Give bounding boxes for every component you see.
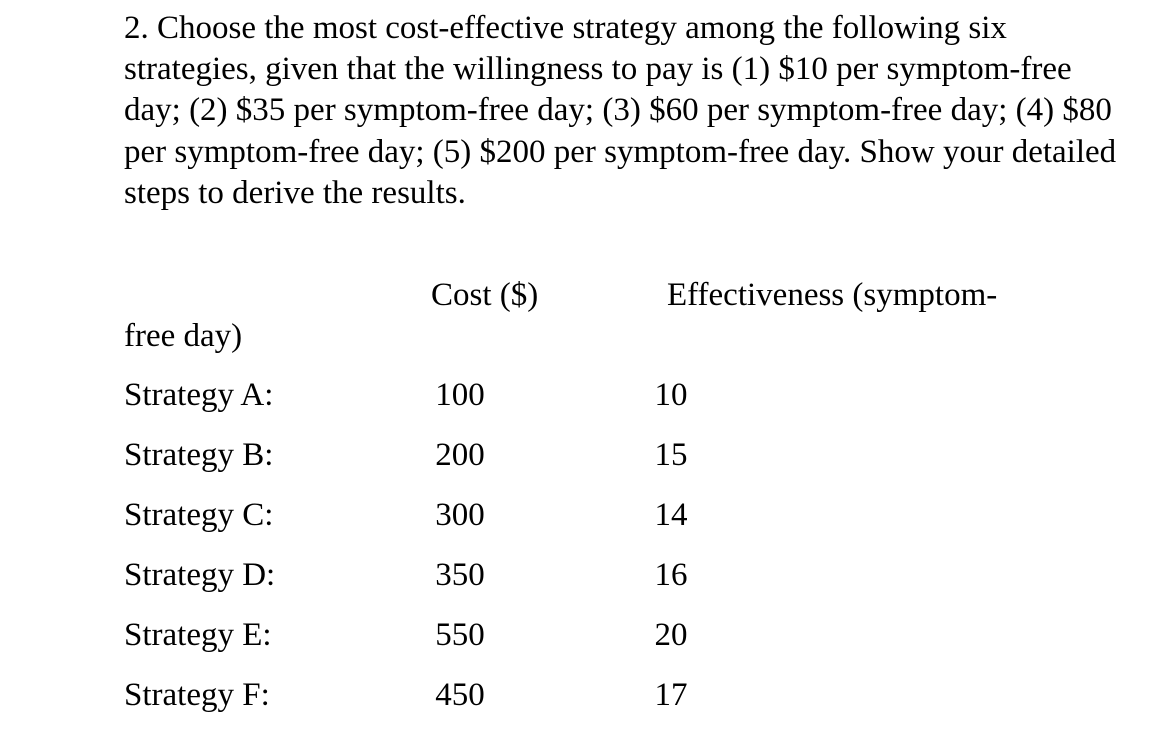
strategy-label: Strategy D: [124,557,276,593]
strategy-cost: 550 [435,617,485,653]
strategy-cost: 100 [435,377,485,413]
strategy-effectiveness: 20 [654,617,688,653]
strategy-cost: 350 [435,557,485,593]
strategy-effectiveness: 10 [654,377,688,413]
strategy-label: Strategy C: [124,497,274,533]
strategy-label: Strategy A: [124,377,274,413]
table-row [0,555,1170,595]
table-row [0,375,1170,415]
table-row [0,435,1170,475]
strategy-effectiveness: 15 [654,437,688,473]
strategy-effectiveness: 17 [654,677,688,713]
strategy-label: Strategy E: [124,617,272,653]
strategy-effectiveness: 14 [654,497,688,533]
strategy-cost: 300 [435,497,485,533]
table-row [0,495,1170,535]
strategy-label: Strategy F: [124,677,270,713]
table-row [0,675,1170,715]
strategy-cost: 200 [435,437,485,473]
effectiveness-header-continuation: free day) [124,318,243,354]
strategy-cost: 450 [435,677,485,713]
effectiveness-column-header: Effectiveness (symptom- [667,277,998,313]
question-text: 2. Choose the most cost-effective strategy among the following six strategies, given that the willingness to pay is (1) $10 per symptom-free day; (2) $35 per symptom-free day; (3) $60 per symptom-free day; (4) $80 per symptom-free day; (5) $200 per symptom-free day. Show your detailed steps to derive the results. [124,10,1117,211]
strategy-label: Strategy B: [124,437,274,473]
cost-column-header: Cost ($) [431,277,539,313]
strategy-effectiveness: 16 [654,557,688,593]
table-row [0,615,1170,655]
